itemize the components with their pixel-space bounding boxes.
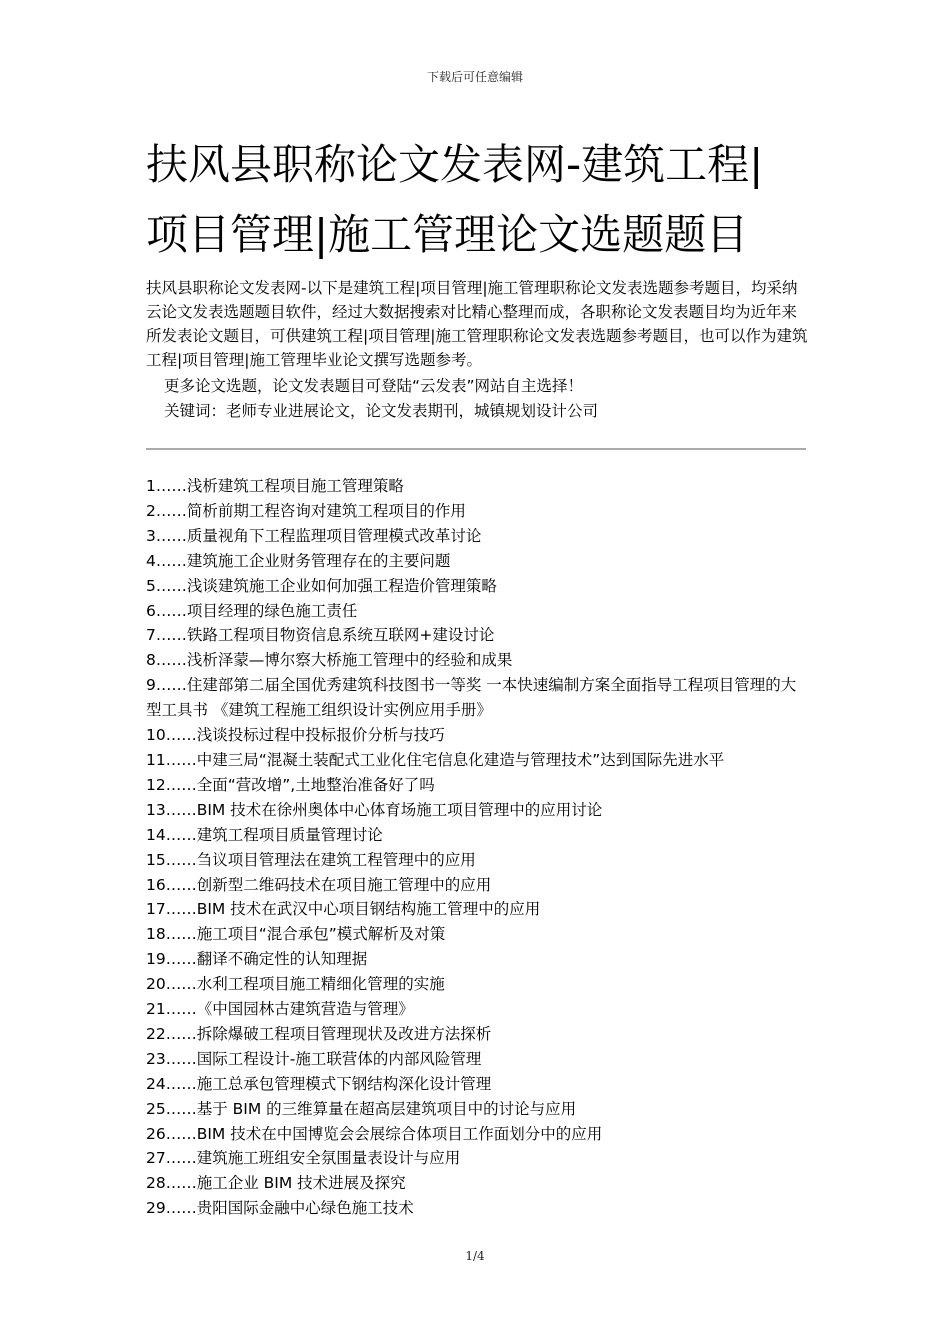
list-item: 18……施工项目“混合承包”模式解析及对策 bbox=[146, 925, 446, 944]
page-number: 1/4 bbox=[465, 1249, 485, 1263]
list-item: 16……创新型二维码技术在项目施工管理中的应用 bbox=[146, 875, 492, 894]
list-item: 1……浅析建筑工程项目施工管理策略 bbox=[146, 477, 404, 495]
list-item: 22……拆除爆破工程项目管理现状及改进方法探析 bbox=[146, 1024, 492, 1043]
list-item: 17……BIM 技术在武汉中心项目钢结构施工管理中的应用 bbox=[146, 900, 541, 919]
list-item: 2……简析前期工程咨询对建筑工程项目的作用 bbox=[146, 501, 466, 520]
topic-list bbox=[146, 474, 808, 1221]
list-item: 28……施工企业 BIM 技术进展及探究 bbox=[146, 1174, 406, 1193]
list-item: 4……建筑施工企业财务管理存在的主要问题 bbox=[146, 551, 451, 570]
divider bbox=[146, 448, 806, 450]
intro-paragraph: 扶风县职称论文发表网-以下是建筑工程|项目管理|施工管理职称论文发表选题参考题目，均采纳云论文发表选题题目软件，经过大数据搜索对比精心整理而成，各职称论文发表题目均为近年来所发表论文题目，可供建筑工程|项目管理|施工管理职称论文发表选题参考题目，也可以作为建筑工程|项目管理|施工管理毕业论文撰写选题参考。 bbox=[146, 279, 808, 369]
list-item: 26……BIM 技术在中国博览会会展综合体项目工作面划分中的应用 bbox=[146, 1124, 603, 1143]
list-item: 10……浅谈投标过程中投标报价分析与技巧 bbox=[146, 726, 445, 745]
list-item: 6……项目经理的绿色施工责任 bbox=[146, 601, 358, 620]
list-item: 13……BIM 技术在徐州奥体中心体育场施工项目管理中的应用讨论 bbox=[146, 800, 603, 819]
list-item: 15……刍议项目管理法在建筑工程管理中的应用 bbox=[146, 850, 476, 869]
list-item: 24……施工总承包管理模式下钢结构深化设计管理 bbox=[146, 1074, 492, 1093]
list-item: 20……水利工程项目施工精细化管理的实施 bbox=[146, 975, 445, 994]
list-item: 8……浅析泽蒙—博尔察大桥施工管理中的经验和成果 bbox=[146, 651, 513, 670]
list-item: 29……贵阳国际金融中心绿色施工技术 bbox=[146, 1199, 414, 1218]
keywords-line: 关键词：老师专业进展论文，论文发表期刊，城镇规划设计公司 bbox=[164, 402, 599, 420]
list-item: 5……浅谈建筑施工企业如何加强工程造价管理策略 bbox=[146, 576, 497, 595]
list-item: 12……全面“营改增”,土地整治准备好了吗 bbox=[146, 775, 435, 794]
list-item: 3……质量视角下工程监理项目管理模式改革讨论 bbox=[146, 526, 482, 545]
list-item: 21……《中国园林古建筑营造与管理》 bbox=[146, 1000, 414, 1019]
title-line-2: 项目管理|施工管理论文选题题目 bbox=[146, 210, 749, 259]
list-item: 7……铁路工程项目物资信息系统互联网+建设讨论 bbox=[146, 626, 495, 645]
list-item: 11……中建三局“混凝土装配式工业化住宅信息化建造与管理技术”达到国际先进水平 bbox=[146, 750, 725, 769]
list-item: 9……住建部第二届全国优秀建筑科技图书一等奖 一本快速编制方案全面指导工程项目管理的大型工具书 《建筑工程施工组织设计实例应用手册》 bbox=[146, 676, 797, 720]
header-note: 下载后可任意编辑 bbox=[426, 70, 523, 84]
list-item: 27……建筑施工班组安全氛围量表设计与应用 bbox=[146, 1149, 461, 1168]
more-topics-note: 更多论文选题，论文发表题目可登陆“云发表”网站自主选择！ bbox=[164, 377, 584, 395]
page-title bbox=[146, 130, 816, 270]
list-item: 23……国际工程设计-施工联营体的内部风险管理 bbox=[146, 1049, 482, 1068]
list-item: 19……翻译不确定性的认知理据 bbox=[146, 950, 368, 969]
list-item: 25……基于 BIM 的三维算量在超高层建筑项目中的讨论与应用 bbox=[146, 1099, 577, 1118]
list-item: 14……建筑工程项目质量管理讨论 bbox=[146, 825, 383, 844]
title-line-1: 扶风县职称论文发表网-建筑工程| bbox=[146, 140, 764, 189]
